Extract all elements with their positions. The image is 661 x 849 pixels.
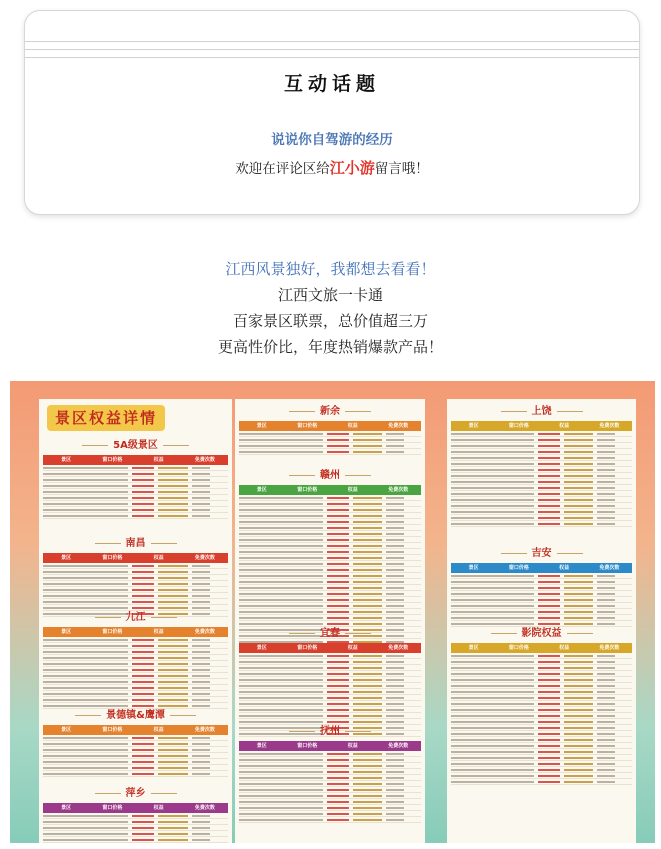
card-body-suffix: 留言哦！ — [374, 161, 429, 177]
topic-card — [24, 10, 640, 215]
poster-table-header-cell: 景区 — [61, 555, 72, 561]
poster-table-header-cell: 窗口价格 — [102, 727, 123, 733]
poster-table-row — [43, 513, 228, 519]
poster-section-title: 吉安 — [447, 547, 636, 561]
poster-table-header-cell: 窗口价格 — [102, 555, 123, 561]
poster-table-row — [239, 817, 421, 823]
poster-table-header-cell: 景区 — [61, 629, 72, 635]
card-decor-lines — [25, 41, 639, 63]
promo-line-2: 江西文旅一卡通 — [277, 286, 383, 304]
poster-benefit-table — [43, 725, 228, 777]
poster-table-header — [43, 553, 228, 563]
poster-table-header-cell: 免费次数 — [599, 565, 620, 571]
poster-section-title: 九江 — [39, 611, 232, 625]
poster-benefit-table — [43, 803, 228, 843]
poster-table-header-cell: 免费次数 — [194, 727, 215, 733]
poster-benefit-table — [43, 455, 228, 519]
poster-table-header-cell: 权益 — [153, 555, 164, 561]
poster-benefit-table — [43, 553, 228, 617]
poster-benefit-table — [239, 421, 421, 455]
poster-table-header — [43, 627, 228, 637]
poster-table-header-cell: 免费次数 — [388, 423, 409, 429]
poster-panel-middle — [235, 399, 425, 843]
poster-table-row — [43, 771, 228, 777]
poster-section-title: 景德镇&鹰潭 — [39, 709, 232, 723]
card-body-highlight: 江小游 — [329, 159, 375, 177]
poster-table-header-cell: 景区 — [61, 805, 72, 811]
poster-table-header-cell: 窗口价格 — [102, 805, 123, 811]
poster-table-header-cell: 景区 — [61, 727, 72, 733]
poster-table-header-cell: 权益 — [559, 423, 570, 429]
poster-table-header-cell: 窗口价格 — [508, 565, 529, 571]
poster-table-header-cell: 权益 — [559, 645, 570, 651]
poster-benefit-table — [239, 643, 421, 737]
poster-table-header-cell: 窗口价格 — [297, 423, 318, 429]
poster-table-header-cell: 权益 — [153, 629, 164, 635]
poster-table-header-cell: 景区 — [256, 743, 267, 749]
poster-section-title: 宜春 — [235, 627, 425, 641]
poster-table-header — [451, 421, 632, 431]
card-subtitle: 说说你自驾游的经历 — [271, 132, 393, 148]
promo-line-4: 更高性价比，年度热销爆款产品！ — [217, 338, 443, 356]
poster-table-header-cell: 景区 — [256, 487, 267, 493]
poster-table-header — [239, 643, 421, 653]
poster-table-header-cell: 权益 — [347, 743, 358, 749]
poster-table-header-cell: 权益 — [153, 457, 164, 463]
promo-line-3: 百家景区联票，总价值超三万 — [232, 312, 428, 330]
poster-table-header-cell: 权益 — [347, 645, 358, 651]
poster-table-header-cell: 窗口价格 — [297, 645, 318, 651]
poster-panel-right — [447, 399, 636, 843]
poster-benefit-table — [43, 627, 228, 709]
poster-table-header-cell: 权益 — [347, 423, 358, 429]
poster-section-title: 抚州 — [235, 725, 425, 739]
poster-table-row — [239, 449, 421, 455]
poster-table-row — [451, 521, 632, 527]
poster-table-header-cell: 景区 — [468, 565, 479, 571]
poster-table-header-cell: 权益 — [347, 487, 358, 493]
poster-table-header-cell: 免费次数 — [388, 743, 409, 749]
poster-panel-left — [39, 399, 232, 843]
poster-table-header-cell: 免费次数 — [194, 805, 215, 811]
card-body-prefix: 欢迎在评论区给 — [235, 161, 330, 177]
poster-title: 景区权益详情 — [47, 405, 165, 431]
poster-section-title: 上饶 — [447, 405, 636, 419]
poster-table-header-cell: 景区 — [61, 457, 72, 463]
poster-section-title: 5A级景区 — [39, 439, 232, 453]
poster-table-header-cell: 免费次数 — [599, 645, 620, 651]
poster-table-header — [43, 725, 228, 735]
poster-table-header-cell: 窗口价格 — [102, 457, 123, 463]
poster-table-header-cell: 免费次数 — [599, 423, 620, 429]
poster-section-title: 萍乡 — [39, 787, 232, 801]
poster-section-title: 新余 — [235, 405, 425, 419]
poster-benefit-table — [239, 741, 421, 823]
poster-table-header-cell: 权益 — [559, 565, 570, 571]
poster-benefit-table — [239, 485, 421, 645]
poster-table-header-cell: 窗口价格 — [102, 629, 123, 635]
benefits-poster-image[interactable] — [10, 381, 655, 843]
poster-benefit-table — [451, 563, 632, 627]
poster-table-header — [43, 455, 228, 465]
poster-table-header-cell: 免费次数 — [194, 457, 215, 463]
promo-text — [0, 256, 661, 360]
poster-table-header-cell: 窗口价格 — [508, 645, 529, 651]
poster-table-header-cell: 免费次数 — [194, 555, 215, 561]
poster-table-header-cell: 景区 — [256, 645, 267, 651]
poster-table-header-cell: 免费次数 — [194, 629, 215, 635]
poster-table-header-cell: 景区 — [468, 423, 479, 429]
poster-table-header — [43, 803, 228, 813]
poster-table-header-cell: 景区 — [256, 423, 267, 429]
poster-table-header-cell: 免费次数 — [388, 645, 409, 651]
poster-table-header — [239, 741, 421, 751]
poster-table-header — [239, 485, 421, 495]
poster-table-header-cell: 窗口价格 — [297, 743, 318, 749]
poster-benefit-table — [451, 643, 632, 785]
poster-table-header — [451, 563, 632, 573]
poster-table-header-cell: 权益 — [153, 805, 164, 811]
poster-table-row — [451, 779, 632, 785]
poster-table-header — [451, 643, 632, 653]
poster-section-title: 赣州 — [235, 469, 425, 483]
poster-table-header-cell: 权益 — [153, 727, 164, 733]
poster-table-header-cell: 景区 — [468, 645, 479, 651]
poster-table-header-cell: 免费次数 — [388, 487, 409, 493]
poster-benefit-table — [451, 421, 632, 527]
card-body — [25, 157, 639, 178]
poster-table-header-cell: 窗口价格 — [508, 423, 529, 429]
poster-table-header-cell: 窗口价格 — [297, 487, 318, 493]
poster-section-title: 南昌 — [39, 537, 232, 551]
card-title: 互动话题 — [283, 73, 380, 95]
poster-section-title: 影院权益 — [447, 627, 636, 641]
promo-line-1: 江西风景独好，我都想去看看！ — [225, 260, 436, 278]
poster-table-header — [239, 421, 421, 431]
